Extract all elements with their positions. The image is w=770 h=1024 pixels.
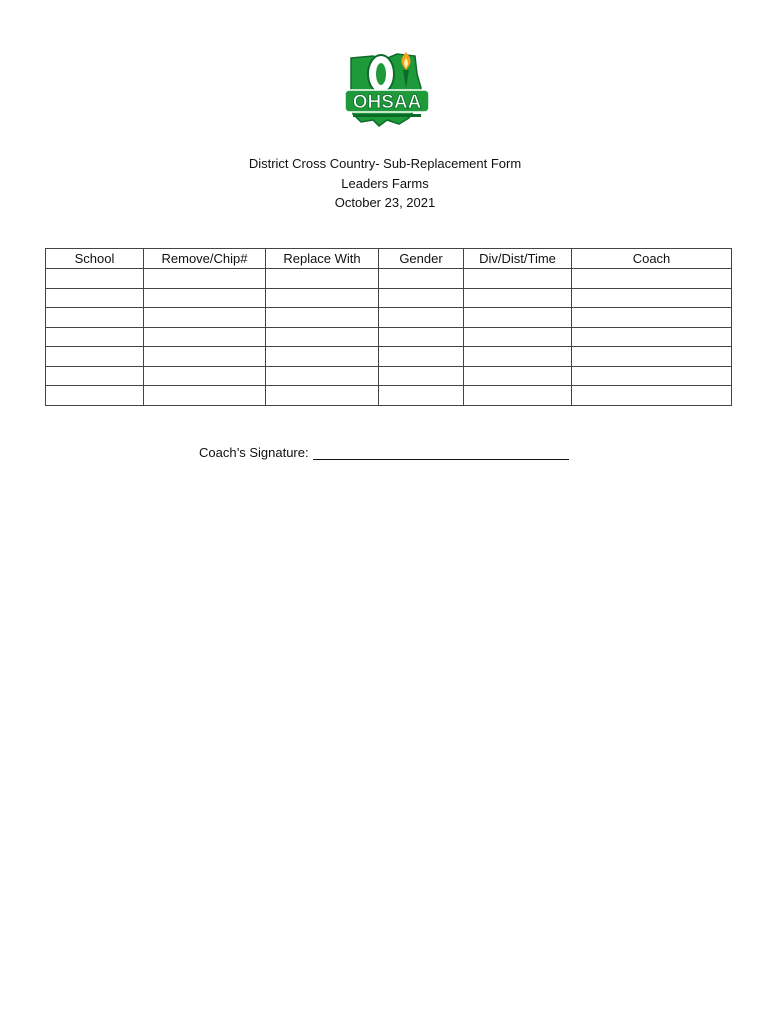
table-cell[interactable]	[266, 366, 379, 386]
form-header	[0, 154, 770, 213]
table-cell[interactable]	[46, 269, 144, 289]
table-cell[interactable]	[144, 347, 266, 367]
table-cell[interactable]	[144, 386, 266, 406]
substitution-table	[45, 248, 732, 406]
table-cell[interactable]	[46, 366, 144, 386]
logo-text: OHSAA	[352, 92, 422, 113]
table-cell[interactable]	[46, 386, 144, 406]
table-cell[interactable]	[266, 327, 379, 347]
table-cell[interactable]	[379, 327, 464, 347]
table-row	[46, 366, 732, 386]
table-cell[interactable]	[266, 308, 379, 328]
table-row	[46, 269, 732, 289]
signature-block	[199, 445, 569, 460]
table-cell[interactable]	[379, 386, 464, 406]
table-cell[interactable]	[144, 366, 266, 386]
table-cell[interactable]	[46, 327, 144, 347]
table-cell[interactable]	[46, 288, 144, 308]
table-cell[interactable]	[464, 347, 572, 367]
form-title: District Cross Country- Sub-Replacement Form	[248, 156, 522, 171]
table-cell[interactable]	[464, 308, 572, 328]
table-cell[interactable]	[464, 269, 572, 289]
table-cell[interactable]	[572, 288, 732, 308]
table-cell[interactable]	[266, 347, 379, 367]
column-header-gender: Gender	[379, 249, 464, 269]
table-cell[interactable]	[572, 327, 732, 347]
table-cell[interactable]	[464, 366, 572, 386]
column-header-coach: Coach	[572, 249, 732, 269]
event-location: Leaders Farms	[341, 175, 429, 191]
table-header-row	[46, 249, 732, 269]
table-row	[46, 308, 732, 328]
column-header-remove-chip: Remove/Chip#	[144, 249, 266, 269]
table-row	[46, 288, 732, 308]
table-cell[interactable]	[266, 288, 379, 308]
table-cell[interactable]	[379, 269, 464, 289]
table-row	[46, 347, 732, 367]
column-header-school: School	[46, 249, 144, 269]
signature-label: Coach’s Signature:	[199, 445, 309, 460]
table-cell[interactable]	[464, 288, 572, 308]
table-row	[46, 327, 732, 347]
table-cell[interactable]	[379, 347, 464, 367]
ohsaa-logo	[343, 44, 431, 132]
table-cell[interactable]	[572, 308, 732, 328]
column-header-replace-with: Replace With	[266, 249, 379, 269]
table-cell[interactable]	[572, 366, 732, 386]
table-cell[interactable]	[379, 366, 464, 386]
signature-line[interactable]	[313, 445, 569, 460]
table-row	[46, 386, 732, 406]
table-cell[interactable]	[572, 347, 732, 367]
table-cell[interactable]	[379, 308, 464, 328]
table-cell[interactable]	[572, 269, 732, 289]
table-cell[interactable]	[266, 269, 379, 289]
table-cell[interactable]	[144, 288, 266, 308]
table-cell[interactable]	[464, 327, 572, 347]
table-cell[interactable]	[572, 386, 732, 406]
event-date: October 23, 2021	[334, 195, 436, 210]
table-cell[interactable]	[266, 386, 379, 406]
column-header-div-dist-time: Div/Dist/Time	[464, 249, 572, 269]
ohsaa-logo-icon	[343, 44, 431, 132]
table-cell[interactable]	[464, 386, 572, 406]
table-cell[interactable]	[144, 327, 266, 347]
table-cell[interactable]	[46, 347, 144, 367]
table-cell[interactable]	[379, 288, 464, 308]
table-cell[interactable]	[46, 308, 144, 328]
table-cell[interactable]	[144, 269, 266, 289]
table-cell[interactable]	[144, 308, 266, 328]
